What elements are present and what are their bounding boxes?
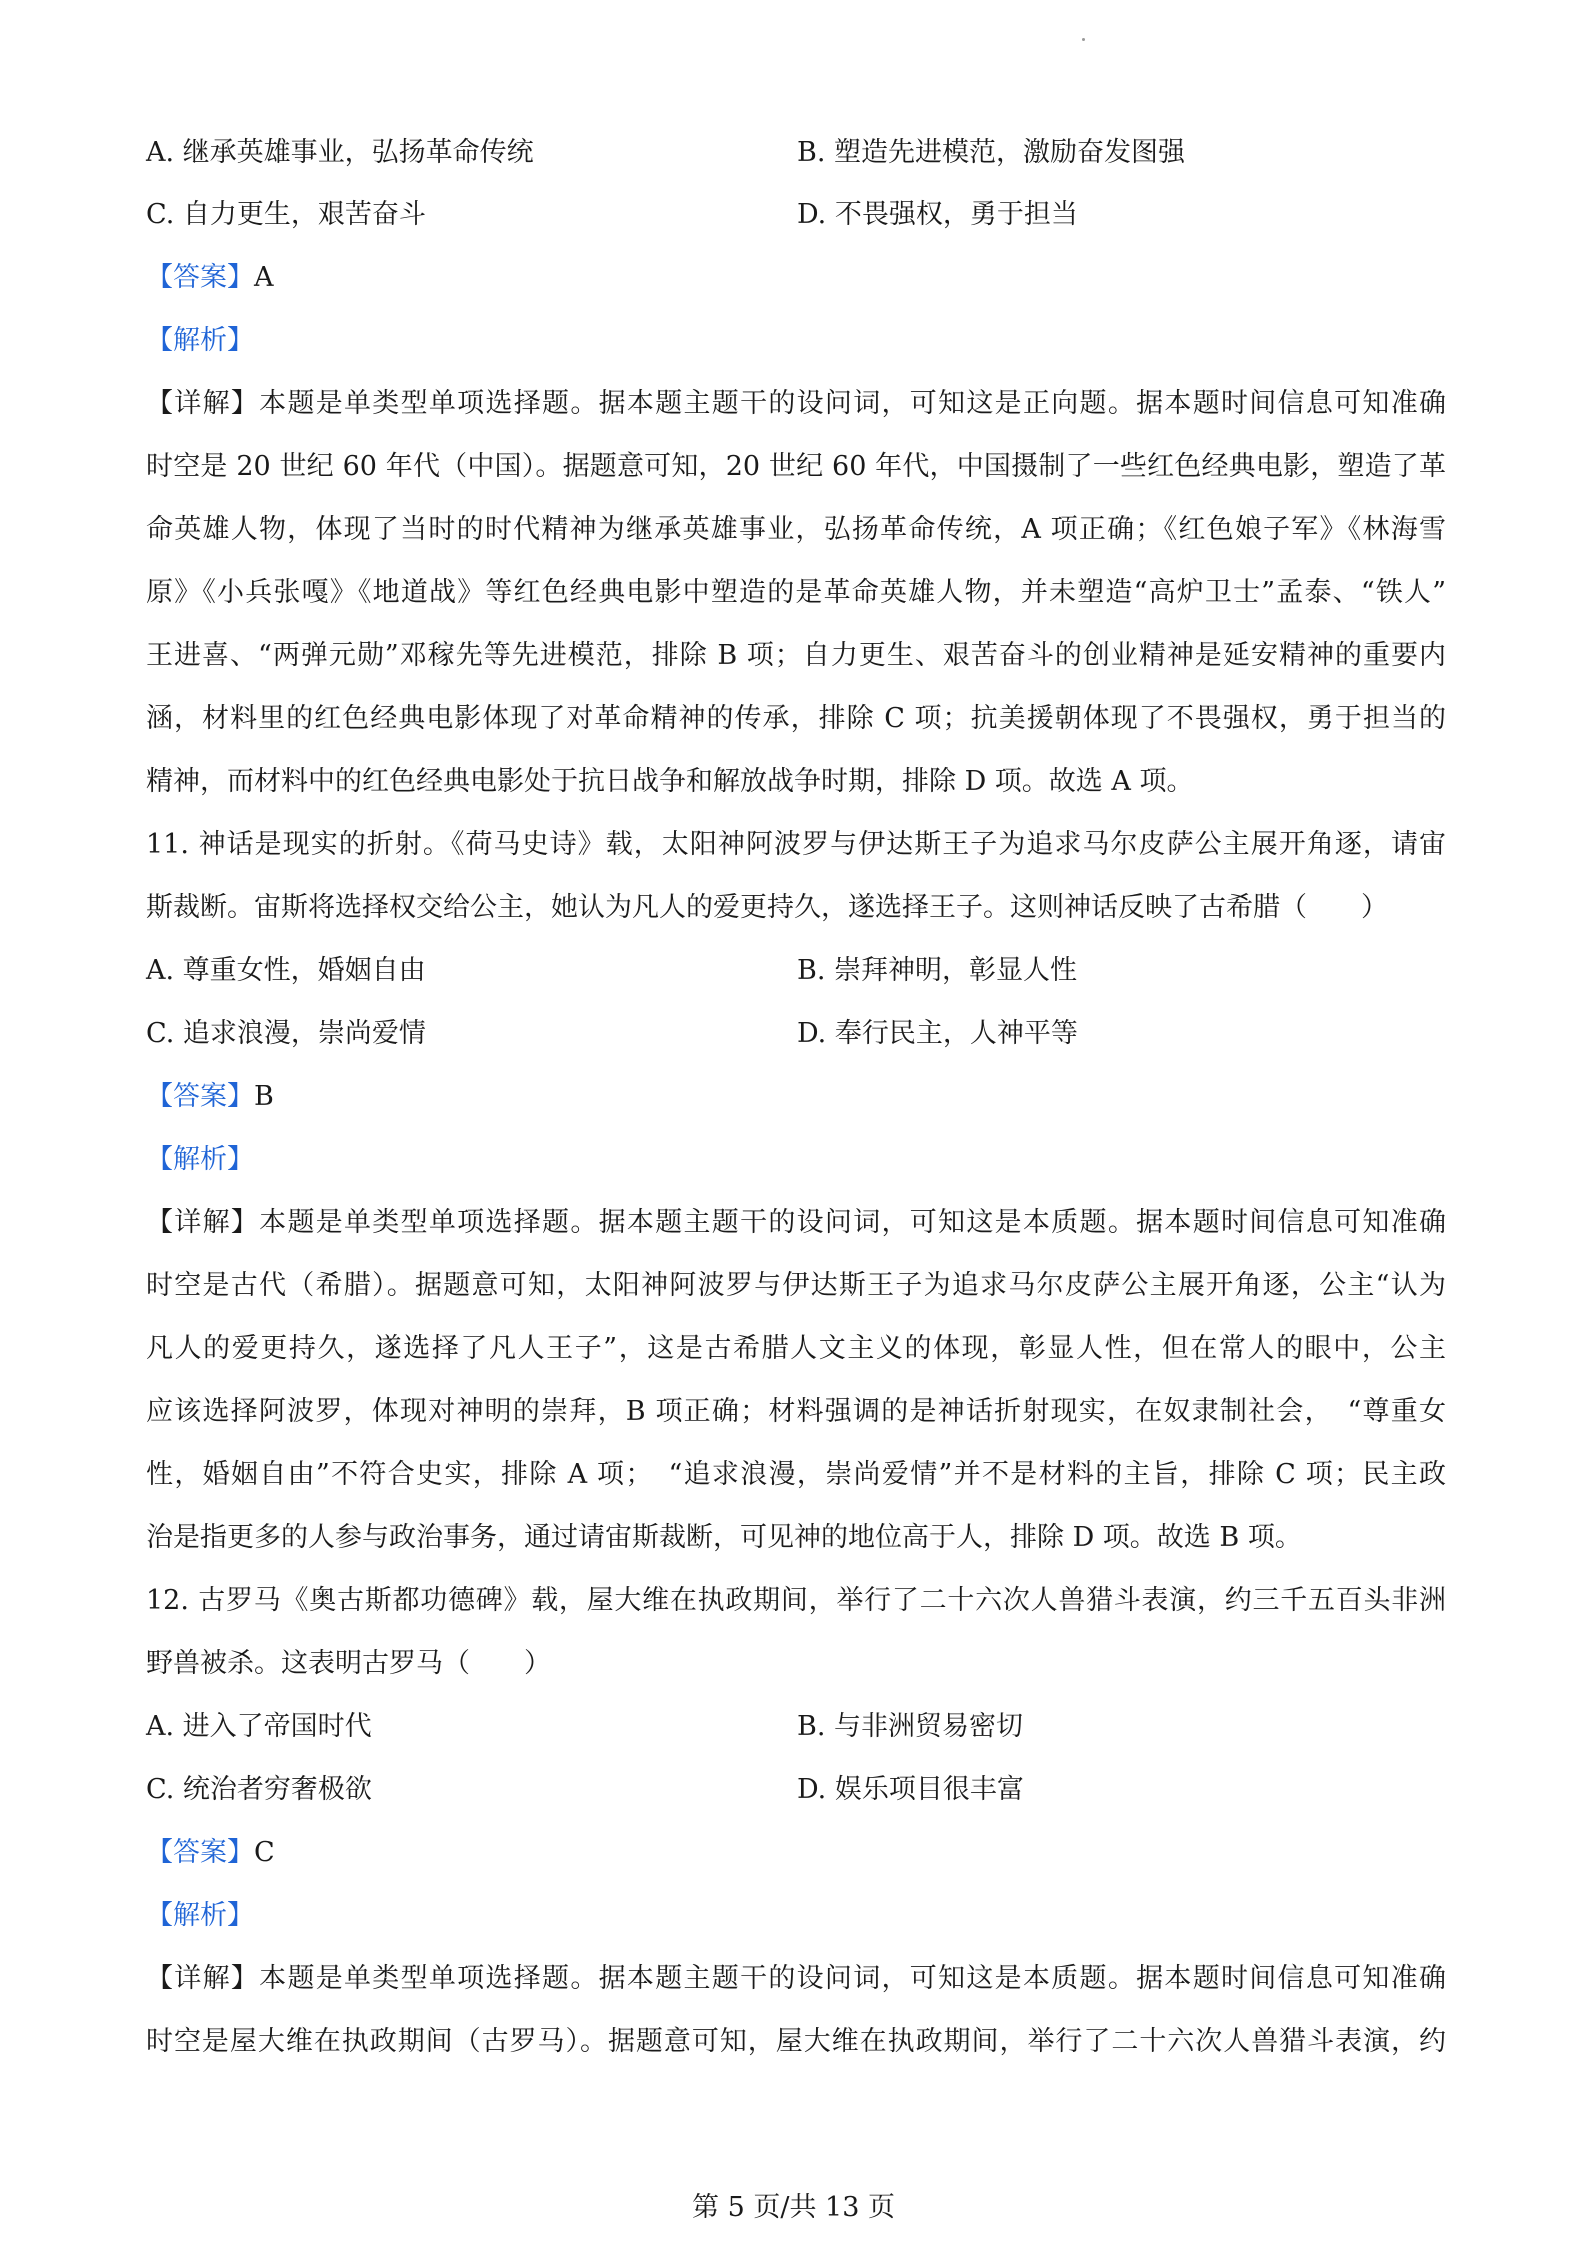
q11-detail-line: 应该选择阿波罗，体现对神明的崇拜，B 项正确；材料强调的是神话折射现实，在奴隶制社会， “尊重女 xyxy=(146,1396,1446,1427)
detail-label: 【详解】 xyxy=(146,388,260,419)
q12-analysis-label: 【解析】 xyxy=(146,1900,254,1931)
q10-answer xyxy=(146,247,1446,309)
q12-stem-line: 野兽被杀。这表明古罗马（ ） xyxy=(146,1648,551,1679)
answer-label: 【答案】 xyxy=(146,1081,254,1112)
q11-stem-line: 11. 神话是现实的折射。《荷马史诗》载，太阳神阿波罗与伊达斯王子为追求马尔皮萨公主展开角逐，请宙 xyxy=(146,829,1446,860)
scan-dot xyxy=(1082,38,1085,41)
q10-detail-line: 涵，材料里的红色经典电影体现了对革命精神的传承，排除 C 项；抗美援朝体现了不畏强权，勇于担当的 xyxy=(146,703,1446,734)
page-footer: 第 5 页/共 13 页 xyxy=(692,2192,895,2223)
q11-detail-line: 时空是古代（希腊）。据题意可知，太阳神阿波罗与伊达斯王子为追求马尔皮萨公主展开角逐，公主“认为 xyxy=(146,1270,1446,1301)
q11-stem-line: 斯裁断。宙斯将选择权交给公主，她认为凡人的爱更持久，遂选择王子。这则神话反映了古希腊（ ） xyxy=(146,892,1388,923)
q12-detail-line: 【详解】本题是单类型单项选择题。据本题主题干的设问词，可知这是本质题。据本题时间信息可知准确 xyxy=(146,1963,1446,1994)
q11-detail-line: 凡人的爱更持久，遂选择了凡人王子”，这是古希腊人文主义的体现，彰显人性，但在常人的眼中，公主 xyxy=(146,1333,1446,1364)
q10-option-b: B. 塑造先进模范，激励奋发图强 xyxy=(797,137,1186,168)
q10-detail-line: 王进喜、“两弹元勋”邓稼先等先进模范，排除 B 项；自力更生、艰苦奋斗的创业精神是延安精神的重要内 xyxy=(146,640,1446,671)
q10-detail-line: 精神，而材料中的红色经典电影处于抗日战争和解放战争时期，排除 D 项。故选 A 项。 xyxy=(146,766,1194,797)
answer-value: C xyxy=(254,1837,275,1868)
q10-option-c: C. 自力更生，艰苦奋斗 xyxy=(146,199,426,230)
q11-detail-line: 性，婚姻自由”不符合史实，排除 A 项； “追求浪漫，崇尚爱情”并不是材料的主旨，排除 C 项；民主政 xyxy=(146,1459,1446,1490)
q11-option-a: A. 尊重女性，婚姻自由 xyxy=(146,955,426,986)
q10-detail-line: 原》《小兵张嘎》《地道战》等红色经典电影中塑造的是革命英雄人物，并未塑造“高炉卫士”孟泰、“铁人” xyxy=(146,577,1446,608)
detail-label: 【详解】 xyxy=(146,1207,260,1238)
q11-option-c: C. 追求浪漫，崇尚爱情 xyxy=(146,1018,426,1049)
q12-option-c: C. 统治者穷奢极欲 xyxy=(146,1774,372,1805)
q10-detail-line: 命英雄人物，体现了当时的时代精神为继承英雄事业，弘扬革命传统，A 项正确；《红色娘子军》《林海雪 xyxy=(146,514,1446,545)
q10-option-a: A. 继承英雄事业，弘扬革命传统 xyxy=(146,137,534,168)
q10-detail-line: 时空是 20 世纪 60 年代（中国）。据题意可知，20 世纪 60 年代，中国摄制了一些红色经典电影，塑造了革 xyxy=(146,451,1446,482)
q12-option-d: D. 娱乐项目很丰富 xyxy=(797,1774,1024,1805)
q11-option-b: B. 崇拜神明，彰显人性 xyxy=(797,955,1078,986)
q12-detail-line: 时空是屋大维在执政期间（古罗马）。据题意可知，屋大维在执政期间，举行了二十六次人兽猎斗表演，约 xyxy=(146,2026,1446,2057)
answer-value: B xyxy=(254,1081,274,1112)
q11-option-d: D. 奉行民主，人神平等 xyxy=(797,1018,1078,1049)
q11-analysis-label: 【解析】 xyxy=(146,1144,254,1175)
q11-detail-line: 【详解】本题是单类型单项选择题。据本题主题干的设问词，可知这是本质题。据本题时间信息可知准确 xyxy=(146,1207,1446,1238)
q10-analysis-label: 【解析】 xyxy=(146,325,254,356)
detail-label: 【详解】 xyxy=(146,1963,260,1994)
q10-detail-line: 【详解】本题是单类型单项选择题。据本题主题干的设问词，可知这是正向题。据本题时间信息可知准确 xyxy=(146,388,1446,419)
q12-option-a: A. 进入了帝国时代 xyxy=(146,1711,372,1742)
q10-option-d: D. 不畏强权，勇于担当 xyxy=(797,199,1078,230)
q12-stem-line: 12. 古罗马《奥古斯都功德碑》载，屋大维在执政期间，举行了二十六次人兽猎斗表演，约三千五百头非洲 xyxy=(146,1585,1446,1616)
answer-label: 【答案】 xyxy=(146,262,254,293)
q12-answer xyxy=(146,1822,1446,1884)
answer-value: A xyxy=(254,262,274,293)
q11-answer xyxy=(146,1066,1446,1128)
q12-option-b: B. 与非洲贸易密切 xyxy=(797,1711,1024,1742)
answer-label: 【答案】 xyxy=(146,1837,254,1868)
q11-detail-line: 治是指更多的人参与政治事务，通过请宙斯裁断，可见神的地位高于人，排除 D 项。故选 B 项。 xyxy=(146,1522,1302,1553)
